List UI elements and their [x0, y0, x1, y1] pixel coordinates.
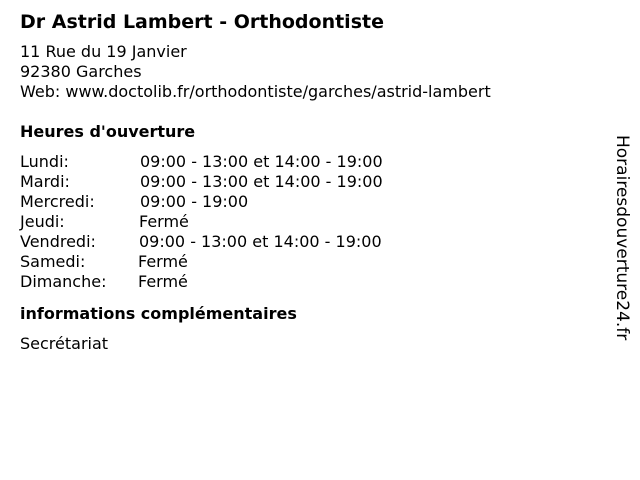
page-title: Dr Astrid Lambert - Orthodontiste [20, 11, 384, 33]
street-address: 11 Rue du 19 Janvier [20, 42, 187, 61]
hours-row-saturday [20, 252, 600, 272]
day-hours: Fermé [139, 212, 189, 231]
additional-info-text: Secrétariat [20, 334, 109, 353]
day-label: Mardi: [20, 172, 70, 191]
day-hours: 09:00 - 13:00 et 14:00 - 19:00 [140, 172, 383, 191]
day-label: Vendredi: [20, 232, 96, 251]
hours-row-sunday [20, 272, 600, 292]
address-block [20, 42, 600, 102]
additional-info-heading: informations complémentaires [20, 304, 297, 323]
business-card [20, 10, 600, 354]
day-hours: 09:00 - 13:00 et 14:00 - 19:00 [140, 152, 383, 171]
day-hours: 09:00 - 19:00 [140, 192, 249, 211]
day-label: Mercredi: [20, 192, 95, 211]
hours-row-monday [20, 152, 600, 172]
day-hours: 09:00 - 13:00 et 14:00 - 19:00 [139, 232, 382, 251]
opening-hours-heading: Heures d'ouverture [20, 122, 196, 141]
hours-row-friday [20, 232, 600, 252]
hours-row-thursday [20, 212, 600, 232]
day-label: Lundi: [20, 152, 69, 171]
day-hours: Fermé [138, 272, 188, 291]
city-postcode: 92380 Garches [20, 62, 142, 81]
hours-row-wednesday [20, 192, 600, 212]
day-label: Dimanche: [20, 272, 107, 291]
day-label: Jeudi: [20, 212, 65, 231]
site-watermark: Horairesdouverture24.fr [612, 135, 632, 341]
day-label: Samedi: [20, 252, 86, 271]
hours-row-tuesday [20, 172, 600, 192]
website-line: Web: www.doctolib.fr/orthodontiste/garches/astrid-lambert [20, 82, 491, 101]
day-hours: Fermé [138, 252, 188, 271]
opening-hours-table [20, 152, 600, 292]
